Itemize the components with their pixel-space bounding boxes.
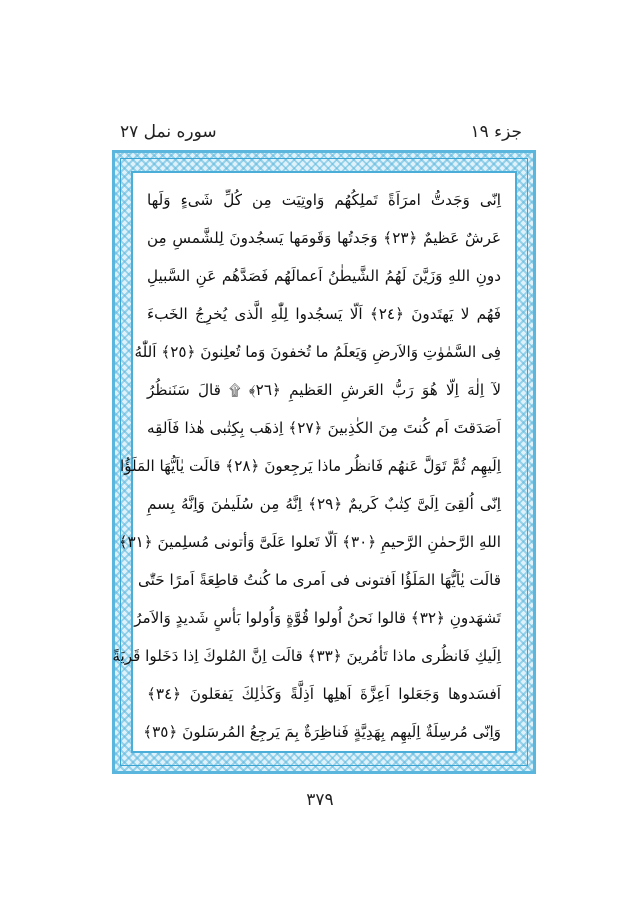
- verse-line: اِلَيكِ فَانظُرى ماذا تَأمُرينَ ﴿٣٣﴾ قالَت اِنَّ المُلوكَ اِذا دَخَلوا قَريَةً: [112, 647, 501, 665]
- surah-label: سوره نمل ٢٧: [120, 122, 217, 142]
- verse-line: اِنّى وَجَدتُّ امرَاَةً تَملِكُهُم وَاوتِيَت مِن كُلِّ شَىءٍ وَلَها: [147, 191, 501, 209]
- text-panel: [112, 171, 517, 753]
- verse-line: عَرشٌ عَظيمٌ ﴿٢٣﴾ وَجَدتُها وَقَومَها يَسجُدونَ لِلشَّمسِ مِن: [147, 229, 502, 247]
- verse-line: فِى السَّمٰوٰتِ وَالاَرضِ وَيَعلَمُ ما تُخفونَ وَما تُعلِنونَ ﴿٢٥﴾ اَللّٰهُ: [134, 343, 501, 361]
- verse-line: قالَت يٰاَيُّهَا المَلَؤُا اَفتونى فى اَمرى ما كُنتُ قاطِعَةً اَمرًا حَتّٰى: [138, 571, 501, 589]
- verse-line: فَهُم لا يَهتَدونَ ﴿٢٤﴾ اَلّا يَسجُدوا لِلّٰهِ الَّذى يُخرِجُ الخَبءَ: [147, 305, 501, 323]
- page-header: [120, 122, 522, 144]
- page-number: ٣٧٩: [306, 790, 334, 810]
- verse-line: اِنّى اُلقِىَ اِلَىَّ كِتٰبٌ كَريمٌ ﴿٢٩﴾ اِنَّهُ مِن سُلَيمٰنَ وَاِنَّهُ بِسمِ: [147, 495, 501, 513]
- verse-line: اَصَدَقتَ اَم كُنتَ مِنَ الكٰذِبينَ ﴿٢٧﴾ اِذهَب بِكِتٰبى هٰذا فَاَلقِه: [147, 419, 501, 437]
- verse-line: تَشهَدونِ ﴿٣٢﴾ قالوا نَحنُ اُولوا قُوَّةٍ وَاُولوا بَأسٍ شَديدٍ وَالاَمرُ: [134, 609, 501, 627]
- verse-line: اَفسَدوها وَجَعَلوا اَعِزَّةَ اَهلِها اَذِلَّةً وَكَذٰلِكَ يَفعَلونَ ﴿٣٤﴾: [147, 685, 501, 703]
- verse-line: وَاِنّى مُرسِلَةٌ اِلَيهِم بِهَدِيَّةٍ فَناظِرَةٌ بِمَ يَرجِعُ المُرسَلونَ ﴿٣٥﴾: [143, 723, 501, 741]
- ornamental-frame: [112, 150, 536, 774]
- verse-line: دونِ اللهِ وَزَيَّنَ لَهُمُ الشَّيطٰنُ اَعمالَهُم فَصَدَّهُم عَنِ السَّبيلِ: [147, 267, 501, 285]
- verse-line: اللهِ الرَّحمٰنِ الرَّحيمِ ﴿٣٠﴾ اَلّا تَعلوا عَلَىَّ وَأتونى مُسلِمينَ ﴿٣١﴾: [118, 533, 501, 551]
- verse-line: لآ اِلٰهَ اِلّا هُوَ رَبُّ العَرشِ العَظيمِ ﴿٢٦﴾ ۩ قالَ سَنَنظُرُ: [147, 381, 501, 399]
- juz-label: جزء ١٩: [470, 122, 522, 142]
- verse-line: اِلَيهِم ثُمَّ تَوَلَّ عَنهُم فَانظُر ماذا يَرجِعونَ ﴿٢٨﴾ قالَت يٰاَيُّهَا المَلَؤُا: [119, 457, 501, 475]
